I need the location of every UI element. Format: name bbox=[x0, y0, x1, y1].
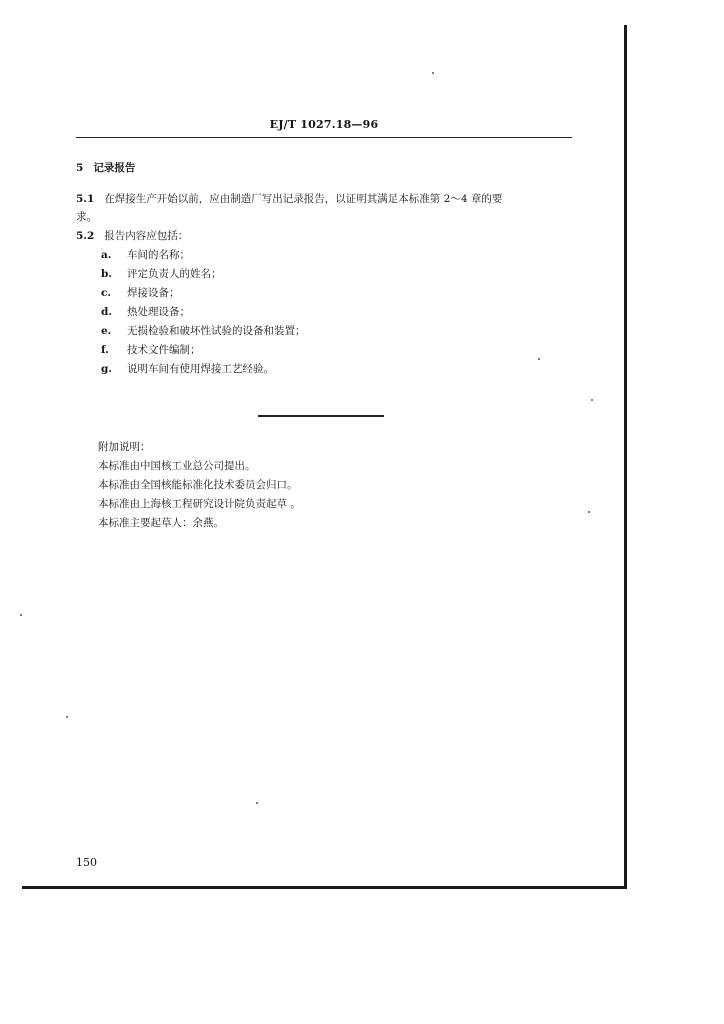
end-of-text-rule bbox=[258, 415, 384, 417]
scan-speck bbox=[432, 72, 434, 74]
section-number: 5 bbox=[76, 162, 84, 174]
clause-number: 5.2 bbox=[76, 230, 95, 242]
scan-speck bbox=[591, 399, 593, 401]
scan-speck bbox=[256, 802, 258, 804]
header-divider bbox=[76, 137, 572, 138]
clause-text: 在焊接生产开始以前，应由制造厂写出记录报告，以证明其满足本标准第 2～4 章的要 bbox=[104, 193, 503, 205]
page-bottom-border bbox=[22, 886, 627, 889]
scan-speck bbox=[538, 358, 540, 360]
additional-note-line: 本标准主要起草人：余燕。 bbox=[98, 517, 224, 529]
list-item bbox=[101, 248, 190, 262]
list-item-letter: e. bbox=[101, 325, 112, 337]
clause-text: 报告内容应包括： bbox=[104, 230, 189, 242]
scan-speck bbox=[66, 716, 68, 718]
list-item-letter: c. bbox=[101, 287, 112, 299]
page-number: 150 bbox=[76, 856, 97, 869]
list-item bbox=[101, 286, 180, 300]
clause-5-1 bbox=[76, 192, 502, 206]
list-item-text: 热处理设备； bbox=[127, 306, 190, 318]
additional-note-line: 本标准由中国核工业总公司提出。 bbox=[98, 460, 256, 472]
additional-notes-title: 附加说明： bbox=[98, 441, 151, 453]
section-5-heading bbox=[76, 161, 135, 175]
list-item bbox=[101, 362, 274, 376]
list-item-letter: g. bbox=[101, 363, 112, 375]
list-item-letter: f. bbox=[101, 344, 109, 356]
list-item-letter: d. bbox=[101, 306, 112, 318]
list-item-letter: b. bbox=[101, 268, 112, 280]
list-item bbox=[101, 305, 190, 319]
clause-number: 5.1 bbox=[76, 193, 95, 205]
clause-5-2 bbox=[76, 229, 188, 243]
additional-note-line: 本标准由上海核工程研究设计院负责起草 。 bbox=[98, 498, 301, 510]
list-item-text: 评定负责人的姓名； bbox=[127, 268, 222, 280]
additional-note-line: 本标准由全国核能标准化技术委员会归口。 bbox=[98, 479, 298, 491]
list-item bbox=[101, 324, 306, 338]
list-item-text: 无损检验和破坏性试验的设备和装置； bbox=[127, 325, 306, 337]
list-item bbox=[101, 343, 201, 357]
page-right-border bbox=[624, 25, 627, 889]
section-title: 记录报告 bbox=[93, 162, 136, 174]
scan-speck bbox=[588, 511, 590, 513]
list-item-text: 说明车间有使用焊接工艺经验。 bbox=[127, 363, 274, 375]
list-item-text: 焊接设备； bbox=[127, 287, 180, 299]
list-item-text: 车间的名称； bbox=[127, 249, 190, 261]
standard-code-header: EJ/T 1027.18—96 bbox=[269, 118, 379, 131]
list-item bbox=[101, 267, 222, 281]
list-item-text: 技术文件编制； bbox=[127, 344, 201, 356]
list-item-letter: a. bbox=[101, 249, 112, 261]
clause-5-1-continuation: 求。 bbox=[76, 211, 97, 223]
scan-speck bbox=[20, 614, 22, 616]
